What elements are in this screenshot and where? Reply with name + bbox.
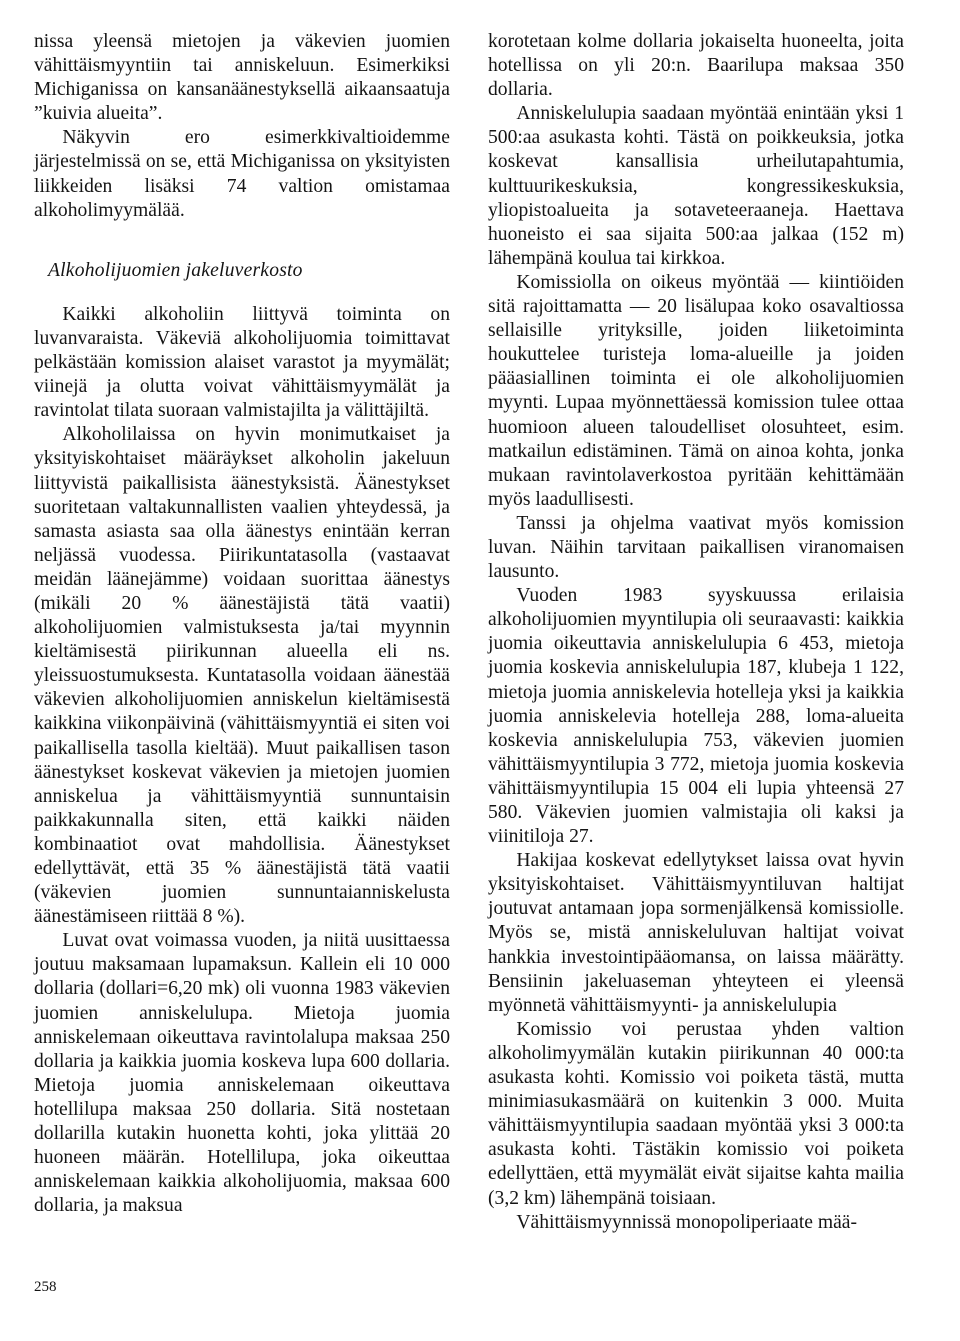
paragraph: Komissiolla on oikeus myöntää — kiintiöiden sitä rajoittamatta — 20 lisälupaa koko osavaltiossa sellaisille yrityksille, joiden liiketoiminta houkuttelee turisteja loma-alueille ja joiden pääasiallinen toiminta ei ole alkoholijuomien myynti. Lupaa myönnettäessä komission tulee ottaa huomioon alueen taloudelliset olosuhteet, esim. matkailun edistäminen. Tämä on ainoa kohta, jonka mukaan ravintolaverkostoa pyritään kehittämään myös laadullisesti. <box>488 271 904 510</box>
paragraph: Hakijaa koskevat edellytykset laissa ovat hyvin yksityiskohtaiset. Vähittäismyyntiluvan haltijat joutuvat antamaan jopa sormenjälkensä komissiolle. Myös se, mistä anniskeluluvan haltijat voivat hankkia investointipääomansa, on laissa määrätty. Bensiinin jakeluaseman yhteyteen ei yleensä myönnetä vähittäismyynti- ja anniskelulupia <box>488 850 904 1016</box>
paragraph: korotetaan kolme dollaria jokaiselta huoneelta, joita hotellissa on yli 20:n. Baarilupa maksaa 350 dollaria. <box>488 31 904 101</box>
paragraph: Näkyvin ero esimerkkivaltioidemme järjestelmissä on se, että Michiganissa on yksityisten liikkeiden lisäksi 74 valtion omistamaa alkoholimyymälää. <box>34 127 450 221</box>
paragraph: Alkoholilaissa on hyvin monimutkaiset ja yksityiskohtaiset määräykset alkoholin jakeluun liittyvistä paikallisista äänestyksistä. Äänestykset suoritetaan valtakunnallisten vaalien yhteydessä, ja samasta asiasta saa olla äänestys enintään kerran neljässä vuodessa. Piirikuntatasolla (vastaavat meidän läänejämme) voidaan suorittaa äänestys (mikäli 20 % äänestäjistä tätä vaatii) alkoholijuomien valmistuksesta ja/tai myynnin kieltämisestä piirikunnan alueella eli ns. yleissuostumuksesta. Kuntatasolla voidaan äänestää väkevien alkoholijuomien anniskelun kieltämisestä kaikkina viikonpäivinä (vähittäismyyntiä ei siten voi paikallisella tasolla kieltää). Muut paikallisen tason äänestykset koskevat väkevien ja mietojen juomien anniskelua ja vähittäismyyntiä sunnuntaisin paikkakunnalla siten, että kaikki näiden kombinaatiot ovat mahdollisia. Äänestykset edellyttävät, että 35 % äänestäjistä tätä vaatii (väkevien juomien sunnuntaianniskelusta äänestämiseen riittää 8 %). <box>34 424 450 928</box>
paragraph: Komissio voi perustaa yhden valtion alkoholimyymälän kutakin piirikunnan 40 000:ta asukasta kohti. Komissio voi poiketa tästä, mutta minimiasukasmäärä on kuitenkin 3 000. Muita vähittäismyyntilupia saadaan myöntää yksi 3 000:ta asukasta kohti. Tästäkin komissio voi poiketa edellyttäen, että myymälät eivät sijaitse kahta mailia (3,2 km) lähempänä toisiaan. <box>488 1018 904 1209</box>
paragraph: Luvat ovat voimassa vuoden, ja niitä uusittaessa joutuu maksamaan lupamaksun. Kallein eli 10 000 dollaria (dollari=6,20 mk) oli vuonna 1983 väkevien juomien anniskelulupa. Mietoja juomia anniskelemaan oikeuttava ravintolalupa maksaa 250 dollaria ja kaikkia juomia koskeva lupa 600 dollaria. Mietoja juomia anniskelemaan oikeuttava hotellilupa maksaa 250 dollaria. Sitä nostetaan dollarilla kutakin huonetta kohti, joka ylittää 20 huoneen määrän. Hotellilupa, joka oikeuttaa anniskelemaan kaikkia alkoholijuomia, maksaa 600 dollaria, ja maksua <box>34 930 450 1217</box>
page-number: 258 <box>34 1279 57 1295</box>
left-column <box>34 30 450 1218</box>
paragraph: Vuoden 1983 syyskuussa erilaisia alkoholijuomien myyntilupia oli seuraavasti: kaikkia juomia oikeuttavia anniskelulupia 6 453, mietoja juomia koskevia anniskelulupia 187, klubeja 1 122, mietoja juomia anniskelevia hotelleja yksi ja kaikkia juomia anniskelevia hotelleja 288, loma-alueita koskevia anniskelulupia 753, väkevien juomien vähittäismyyntilupia 3 772, mietoja juomia koskevia vähittäismyyntilupia 15 004 eli lupia yhteensä 27 580. Väkevien juomien valmistajia oli kaksi ja viinitiloja 27. <box>488 585 904 848</box>
paragraph: Anniskelulupia saadaan myöntää enintään yksi 1 500:aa asukasta kohti. Tästä on poikkeuksia, jotka koskevat kansallisia urheilutapahtumia, kulttuurikeskuksia, kongressikeskuksia, yliopistoalueita ja sotaveteeraaneja. Haettava huoneisto ei saa sijaita 500:aa jalkaa (152 m) lähempänä koulua tai kirkkoa. <box>488 103 904 269</box>
paragraph: Tanssi ja ohjelma vaativat myös komission luvan. Näihin tarvitaan paikallisen viranomaisen lausunto. <box>488 512 904 583</box>
paragraph: nissa yleensä mietojen ja väkevien juomien vähittäismyyntiin tai anniskeluun. Esimerkiksi Michiganissa on kansanäänestyksellä aikaansaatuja ”kuivia alueita”. <box>34 31 450 125</box>
paragraph: Kaikki alkoholiin liittyvä toiminta on luvanvaraista. Väkeviä alkoholijuomia toimittavat pelkästään komission alaiset varastot ja myymälät; viinejä ja olutta voivat vähittäismyymälät ja ravintolat tilata suoraan valmistajilta ja välittäjiltä. <box>34 303 450 422</box>
paragraph: Vähittäismyynnissä monopoliperiaate mää- <box>516 1211 858 1233</box>
section-heading: Alkoholijuomien jakeluverkosto <box>48 259 303 281</box>
right-column <box>488 30 904 1235</box>
